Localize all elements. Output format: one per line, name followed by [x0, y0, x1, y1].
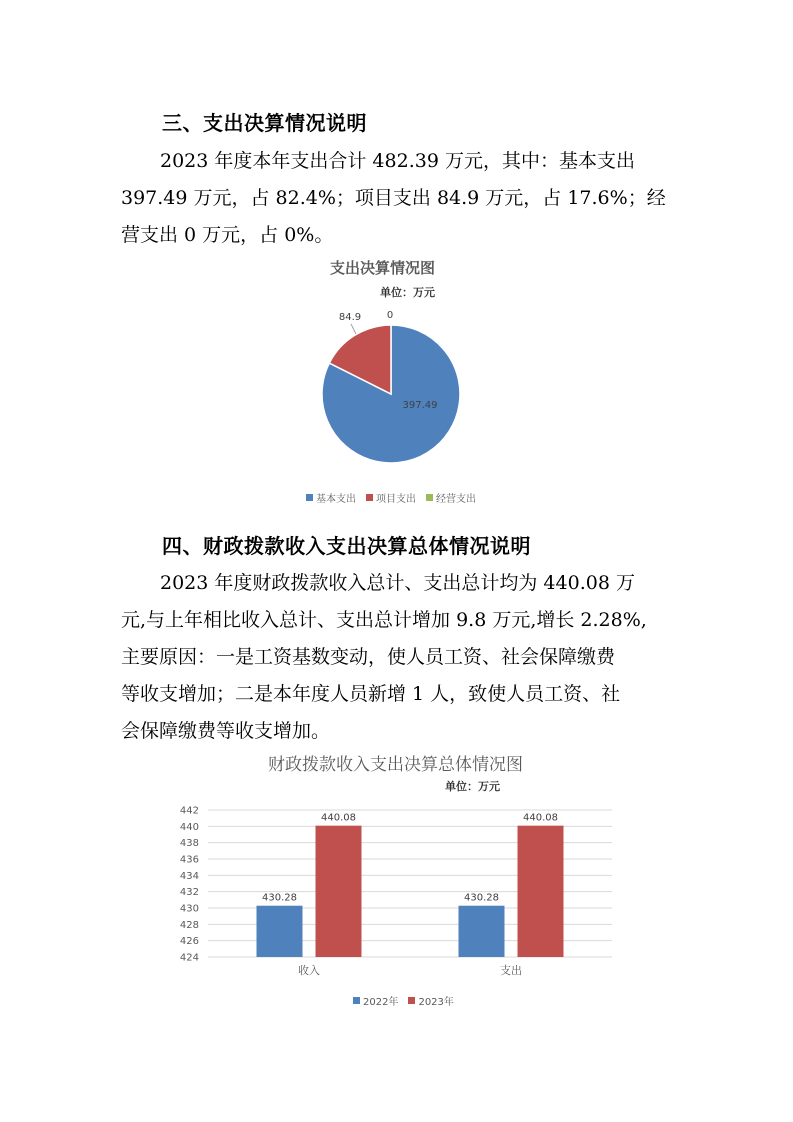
pie-data-label: 0 [386, 310, 394, 321]
x-tick-label: 收入 [298, 964, 320, 977]
y-tick-label: 428 [179, 919, 199, 931]
paragraph-line: 397.49 万元，占 82.4%；项目支出 84.9 万元，占 17.6%；经 [121, 187, 666, 209]
paragraph-line: 2023 年度本年支出合计 482.39 万元，其中：基本支出 [160, 150, 635, 172]
y-tick-label: 434 [179, 870, 199, 882]
legend-label: 基本支出 [316, 494, 356, 505]
section3-heading: 三、支出决算情况说明 [162, 111, 367, 135]
y-tick-label: 426 [179, 936, 199, 948]
bar-data-label: 440.08 [321, 812, 356, 824]
bar-data-label: 430.28 [262, 892, 297, 904]
bar-legend [353, 993, 454, 1008]
x-tick-label: 支出 [500, 964, 522, 977]
paragraph-line: 等收支增加；二是本年度人员新增 1 人，致使人员工资、社 [121, 683, 621, 705]
y-tick-label: 438 [179, 838, 199, 850]
y-tick-label: 430 [179, 903, 199, 915]
legend-item [353, 993, 398, 1008]
paragraph-line: 元,与上年相比收入总计、支出总计增加 9.8 万元,增长 2.28%, [121, 609, 647, 631]
pie-chart-unit: 单位：万元 [380, 286, 435, 299]
paragraph-line: 营支出 0 万元，占 0%。 [121, 224, 334, 246]
bar-chart-unit: 单位：万元 [445, 780, 500, 793]
paragraph-line: 2023 年度财政拨款收入总计、支出总计均为 440.08 万 [160, 572, 635, 594]
y-tick-label: 440 [179, 821, 199, 833]
pie-chart-title: 支出决算情况图 [330, 259, 436, 277]
y-tick-label: 436 [179, 854, 199, 866]
y-tick-label: 442 [179, 805, 199, 817]
bar-data-label: 440.08 [523, 812, 558, 824]
paragraph-line: 主要原因：一是工资基数变动，使人员工资、社会保障缴费 [121, 646, 616, 668]
bar [257, 906, 303, 957]
bar [459, 906, 505, 957]
bar [316, 826, 362, 957]
legend-label: 2023年 [418, 997, 454, 1008]
section4-heading: 四、财政拨款收入支出决算总体情况说明 [162, 534, 531, 558]
bar-data-label: 430.28 [464, 892, 499, 904]
legend-label: 经营支出 [436, 494, 476, 505]
legend-label: 项目支出 [376, 494, 416, 505]
legend-item [408, 993, 453, 1008]
legend-label: 2022年 [363, 997, 399, 1008]
y-tick-label: 432 [179, 887, 199, 899]
legend-swatch [353, 997, 360, 1004]
y-tick-label: 424 [179, 952, 199, 964]
pie-data-label: 397.49 [402, 400, 438, 411]
pie-data-label: 84.9 [338, 312, 362, 323]
bar-chart-title: 财政拨款收入支出决算总体情况图 [268, 755, 523, 775]
paragraph-line: 会保障缴费等收支增加。 [121, 720, 331, 742]
legend-swatch [408, 997, 415, 1004]
bar [518, 826, 564, 957]
